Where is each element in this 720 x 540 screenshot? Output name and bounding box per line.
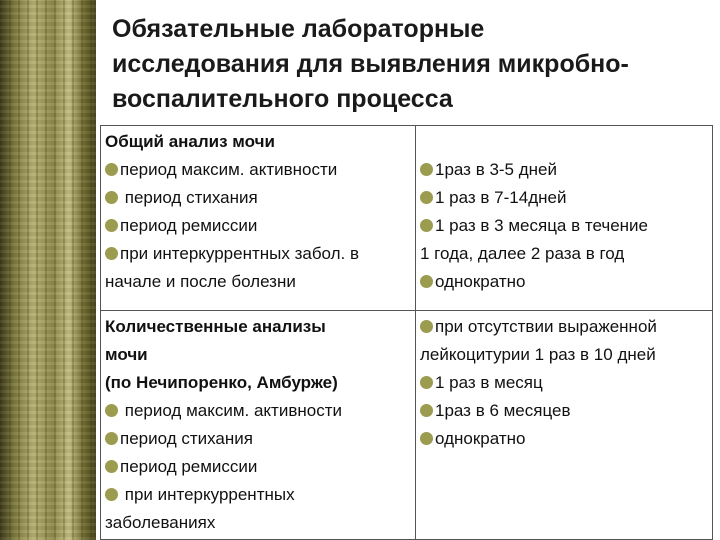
list-item: период стихания [105, 184, 411, 212]
bullet-icon [105, 191, 118, 204]
section-header: мочи [105, 345, 148, 364]
list-item: период ремиссии [105, 453, 411, 481]
bullet-icon [105, 432, 118, 445]
urinalysis-frequency-cell [416, 126, 713, 311]
bullet-icon [105, 404, 118, 417]
list-item: период максим. активности [105, 397, 411, 425]
list-item: 1раз в 3-5 дней [420, 156, 708, 184]
list-item: 1 раз в 7-14дней [420, 184, 708, 212]
bullet-icon [420, 404, 433, 417]
list-item-continuation: лейкоцитурии 1 раз в 10 дней [420, 345, 656, 364]
list-item: 1 раз в месяц [420, 369, 708, 397]
bullet-icon [420, 432, 433, 445]
title-line-1: Обязательные лабораторные [112, 15, 485, 43]
list-item: период ремиссии [105, 212, 411, 240]
list-item: при интеркуррентных забол. в [105, 240, 411, 268]
table-row [101, 311, 713, 540]
bullet-icon [420, 163, 433, 176]
list-item: однократно [420, 268, 708, 296]
schedule-table [100, 125, 713, 540]
bullet-icon [420, 191, 433, 204]
bullet-icon [420, 376, 433, 389]
list-item-continuation: начале и после болезни [105, 272, 296, 291]
slide-title [112, 12, 712, 117]
bullet-icon [420, 320, 433, 333]
section-header: (по Нечипоренко, Амбурже) [105, 373, 338, 392]
bullet-icon [420, 219, 433, 232]
list-item: 1раз в 6 месяцев [420, 397, 708, 425]
section-header: Количественные анализы [105, 317, 326, 336]
bullet-icon [105, 219, 118, 232]
list-item: период максим. активности [105, 156, 411, 184]
title-line-2: исследования для выявления микробно- [112, 50, 629, 78]
list-item: при интеркуррентных [105, 481, 411, 509]
table-row [101, 126, 713, 311]
list-item: однократно [420, 425, 708, 453]
bullet-icon [420, 275, 433, 288]
bullet-icon [105, 488, 118, 501]
quantitative-periods-cell [101, 311, 416, 540]
list-item: период стихания [105, 425, 411, 453]
quantitative-frequency-cell [416, 311, 713, 540]
list-item-continuation: заболеваниях [105, 513, 216, 532]
title-line-3: воспалительного процесса [112, 85, 453, 113]
list-item: 1 раз в 3 месяца в течение [420, 212, 708, 240]
list-item-continuation: 1 года, далее 2 раза в год [420, 244, 625, 263]
urinalysis-periods-cell [101, 126, 416, 311]
list-item: при отсутствии выраженной [420, 313, 708, 341]
bullet-icon [105, 163, 118, 176]
section-header: Общий анализ мочи [105, 132, 275, 151]
bullet-icon [105, 247, 118, 260]
decorative-side-strip [0, 0, 96, 540]
bullet-icon [105, 460, 118, 473]
